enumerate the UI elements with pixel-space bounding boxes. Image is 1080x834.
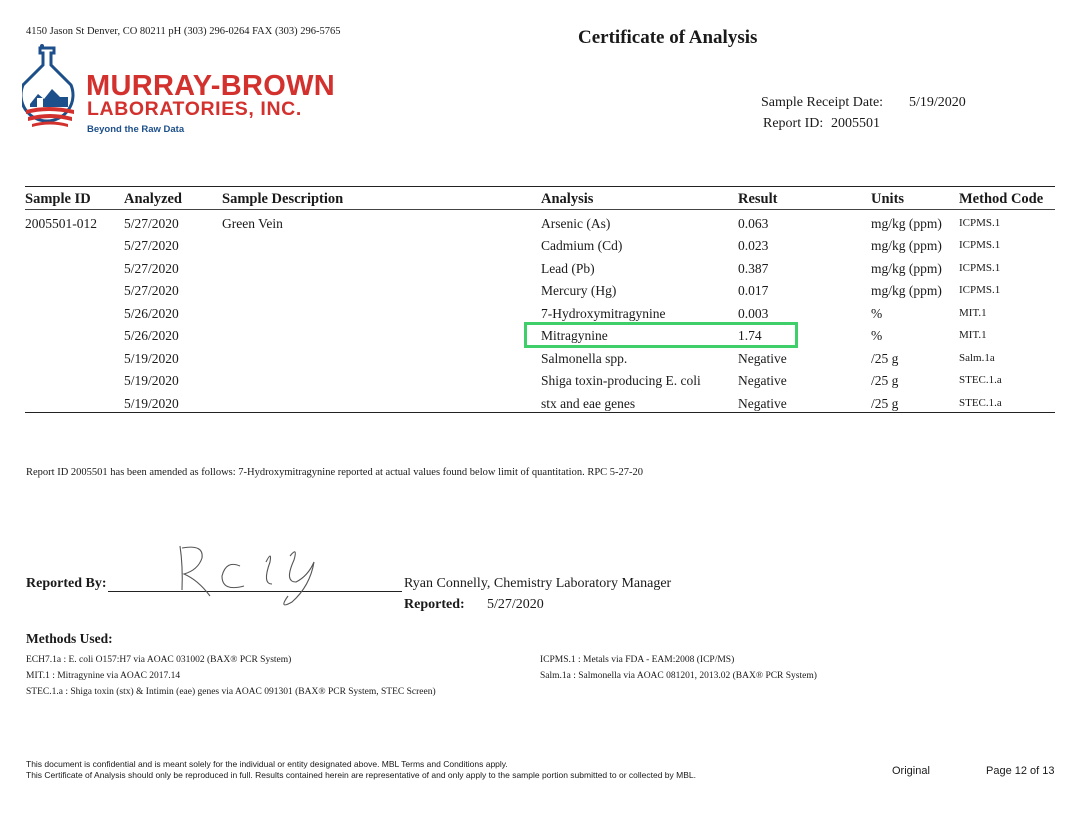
- method-entry: ICPMS.1 : Metals via FDA - EAM:2008 (ICP/MS): [540, 655, 735, 665]
- method-entry: ECH7.1a : E. coli O157:H7 via AOAC 031002 (BAX® PCR System): [26, 655, 292, 665]
- analyzed-date: 5/27/2020: [124, 216, 179, 231]
- units-value: %: [871, 306, 883, 321]
- document-status: Original: [892, 765, 930, 777]
- result-value: 0.063: [738, 216, 769, 231]
- units-value: /25 g: [871, 396, 899, 411]
- result-value: Negative: [738, 373, 787, 388]
- units-value: mg/kg (ppm): [871, 238, 942, 253]
- receipt-date-label: Sample Receipt Date:: [761, 95, 884, 110]
- analyzed-date: 5/26/2020: [124, 328, 179, 343]
- result-value: 0.003: [738, 306, 769, 321]
- mitragynine-highlight-box: [524, 322, 798, 348]
- reported-date-value: 5/27/2020: [487, 597, 544, 612]
- report-id-value: 2005501: [831, 116, 880, 131]
- method-code: STEC.1.a: [959, 397, 1002, 409]
- col-header-analyzed: Analyzed: [124, 191, 182, 207]
- col-header-analysis: Analysis: [541, 191, 594, 207]
- col-header-units: Units: [871, 191, 905, 207]
- logo-wordmark: MURRAY-BROWN: [86, 70, 336, 102]
- units-value: %: [871, 328, 883, 343]
- method-entry: MIT.1 : Mitragynine via AOAC 2017.14: [26, 671, 181, 681]
- analyzed-date: 5/26/2020: [124, 306, 179, 321]
- analysis-name: Shiga toxin-producing E. coli: [541, 373, 701, 388]
- method-code: MIT.1: [959, 307, 987, 319]
- analyzed-date: 5/27/2020: [124, 261, 179, 276]
- logo-tagline: Beyond the Raw Data: [87, 124, 185, 135]
- result-value: Negative: [738, 396, 787, 411]
- units-value: /25 g: [871, 373, 899, 388]
- units-value: /25 g: [871, 351, 899, 366]
- sample-id-cell: 2005501-012: [25, 216, 97, 231]
- analyzed-date: 5/19/2020: [124, 373, 179, 388]
- analyzed-date: 5/27/2020: [124, 238, 179, 253]
- lab-address: 4150 Jason St Denver, CO 80211 pH (303) 296-0264 FAX (303) 296-5765: [26, 26, 341, 37]
- receipt-date-value: 5/19/2020: [909, 95, 966, 110]
- result-value: Negative: [738, 351, 787, 366]
- analysis-name: 7-Hydroxymitragynine: [541, 306, 666, 321]
- amendment-note: Report ID 2005501 has been amended as follows: 7-Hydroxymitragynine reported at actual values found below limit of quantitation. RPC 5-27-20: [26, 467, 644, 478]
- report-id-label: Report ID:: [763, 116, 824, 131]
- reported-by-label: Reported By:: [26, 576, 107, 591]
- method-entry: Salm.1a : Salmonella via AOAC 081201, 2013.02 (BAX® PCR System): [540, 671, 817, 681]
- analyzed-date: 5/27/2020: [124, 283, 179, 298]
- method-code: ICPMS.1: [959, 284, 1001, 296]
- footer-confidentiality: This document is confidential and is meant solely for the individual or entity designated above. MBL Terms and Conditions apply.: [26, 759, 508, 769]
- logo-subtitle: LABORATORIES, INC.: [87, 98, 302, 120]
- analysis-name: Cadmium (Cd): [541, 238, 623, 253]
- method-code: ICPMS.1: [959, 217, 1001, 229]
- page-number: Page 12 of 13: [986, 765, 1055, 777]
- analysis-name: Salmonella spp.: [541, 351, 628, 366]
- result-value: 1.74: [738, 328, 762, 343]
- sample-description-cell: Green Vein: [222, 216, 283, 231]
- methods-used-title: Methods Used:: [26, 631, 113, 646]
- method-code: ICPMS.1: [959, 239, 1001, 251]
- result-value: 0.387: [738, 261, 769, 276]
- handwritten-signature-icon: [170, 540, 340, 610]
- analysis-name: Mitragynine: [541, 328, 608, 343]
- reporter-name: Ryan Connelly, Chemistry Laboratory Manager: [404, 576, 672, 591]
- units-value: mg/kg (ppm): [871, 283, 942, 298]
- col-header-method-code: Method Code: [959, 191, 1044, 207]
- footer-reproduction-note: This Certificate of Analysis should only be reproduced in full. Results contained herein are representative of and only apply to the sample portion submitted to or collected by MBL.: [26, 770, 696, 780]
- col-header-result: Result: [738, 191, 778, 207]
- method-entry: STEC.1.a : Shiga toxin (stx) & Intimin (eae) genes via AOAC 091301 (BAX® PCR System, STEC Screen): [26, 687, 436, 697]
- table-header-rule: [25, 209, 1055, 210]
- result-value: 0.023: [738, 238, 769, 253]
- col-header-sample-id: Sample ID: [25, 191, 91, 207]
- table-top-rule: [25, 186, 1055, 187]
- document-title: Certificate of Analysis: [578, 27, 758, 48]
- result-value: 0.017: [738, 283, 769, 298]
- analyzed-date: 5/19/2020: [124, 351, 179, 366]
- analysis-name: stx and eae genes: [541, 396, 636, 411]
- analyzed-date: 5/19/2020: [124, 396, 179, 411]
- analysis-name: Mercury (Hg): [541, 283, 617, 298]
- analysis-name: Arsenic (As): [541, 216, 611, 231]
- method-code: Salm.1a: [959, 352, 995, 364]
- col-header-description: Sample Description: [222, 191, 344, 207]
- table-bottom-rule: [25, 412, 1055, 413]
- method-code: STEC.1.a: [959, 374, 1002, 386]
- units-value: mg/kg (ppm): [871, 216, 942, 231]
- analysis-name: Lead (Pb): [541, 261, 595, 276]
- method-code: ICPMS.1: [959, 262, 1001, 274]
- units-value: mg/kg (ppm): [871, 261, 942, 276]
- method-code: MIT.1: [959, 329, 987, 341]
- reported-date-label: Reported:: [404, 597, 465, 612]
